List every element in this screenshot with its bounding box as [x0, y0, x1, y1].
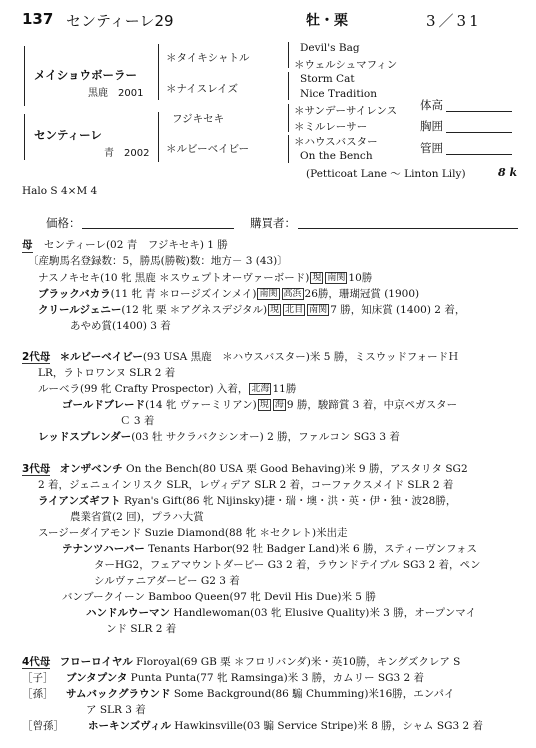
relation-line: [22, 670, 424, 685]
cannon-label: 管囲: [420, 141, 443, 155]
ancestor: ＊サンデーサイレンス: [294, 105, 398, 117]
progeny-name: ホーキンズヴィル: [88, 720, 171, 732]
progeny-name: クリールジェニー: [38, 304, 122, 316]
progeny-info: Hawkinsville(03 騸 Service Stripe)米 8 勝，シャム SG3 2 着: [174, 720, 483, 732]
ancestor: ＊ミルレーサー: [294, 121, 368, 133]
section-line: [22, 349, 459, 364]
bracket-line: [288, 72, 289, 100]
region-badge: 現: [259, 400, 269, 410]
bracket-line: [158, 112, 159, 162]
region-badge: 北海: [251, 384, 270, 394]
continued-line: ンド SLR 2 着: [106, 623, 177, 635]
bracket-line: [24, 114, 25, 160]
dam-dam: ＊ルビーベイビー: [166, 143, 250, 155]
region-badge: 現: [270, 305, 280, 315]
progeny-line: [38, 286, 419, 301]
dam-sire: フジキセキ: [172, 113, 225, 125]
sire-dam: ＊ナイスレイズ: [166, 83, 239, 95]
progeny-result: 9 勝，駿蹄賞 3 着，中京ペガスター: [286, 399, 458, 411]
pedigree-footnote: (Petticoat Lane ～ Linton Lily): [306, 168, 466, 180]
sire-detail: 黒鹿 2001: [88, 88, 144, 99]
cannon-input-line[interactable]: [446, 154, 512, 155]
ancestor: Devil's Bag: [300, 42, 360, 54]
girth-label: 胸囲: [420, 119, 443, 133]
progeny-result: 7 勝，知床賞 (1400) 2 着，: [330, 304, 466, 316]
bracket-line: [158, 44, 159, 100]
progeny-info: (03 牡 サクラバクシンオー) 2 勝，ファルコン SG3 3 着: [131, 431, 400, 443]
ancestor: ＊ハウスバスター: [294, 136, 378, 148]
weight-value: 8 k: [498, 166, 518, 179]
buyer-label: 購買者：: [250, 216, 296, 230]
progeny-line: [38, 381, 296, 396]
progeny-line: [38, 302, 465, 317]
height-input-line[interactable]: [446, 111, 512, 112]
relation-tag: ［子］: [22, 672, 54, 684]
ancestor-name: ＊ルビーベイビー: [59, 351, 143, 363]
progeny-name: ブラックバカラ: [38, 288, 111, 300]
region-badge: 南関: [259, 289, 278, 299]
inbreed-note: Halo S 4×M 4: [22, 185, 98, 197]
relation-line: [22, 718, 483, 733]
girth-input-line[interactable]: [446, 132, 512, 133]
ancestor-info: (93 USA 黒鹿 ＊ハウスバスター)米 5 勝，ミスウッドフォードＨ: [142, 351, 459, 363]
progeny-name: レッドスプレンダー: [38, 431, 132, 443]
progeny-line: [38, 270, 372, 285]
region-badge: 南関: [309, 305, 328, 315]
progeny-name: ブンタプンタ: [66, 672, 128, 684]
section-tag: 2代母: [22, 351, 51, 363]
buyer-input-line[interactable]: [298, 228, 518, 229]
ancestor: Nice Tradition: [300, 88, 378, 100]
progeny-info: Handlewoman(03 牝 Elusive Quality)米 3 勝，オープンマイ: [173, 607, 477, 619]
continued-line: 2 着，ジェニュインリスク SLR，レヴィデア SLR 2 着，コーファクスメイド SLR 2 着: [38, 479, 454, 491]
progeny-name: ライアンズギフト: [38, 495, 121, 507]
relation-line: [22, 686, 455, 701]
dam-production: 〔産駒馬名登録数：5，勝馬(勝鞍)数：地方－ 3 (43)〕: [28, 255, 288, 267]
ancestor-info: Floroyal(69 GB 栗 ＊フロリバンダ)米・英10勝，キングズクレア S: [136, 656, 461, 668]
ancestor: Storm Cat: [300, 73, 355, 85]
relation-tag: ［曾孫］: [22, 720, 64, 732]
region-badge: 高浜: [283, 289, 302, 299]
progeny-info: (12 牝 栗 ＊アグネスデジタル): [121, 304, 268, 316]
bracket-line: [288, 42, 289, 68]
progeny-info: ルーベラ(99 牝 Crafty Prospector) 入着，: [38, 383, 249, 395]
progeny-name: サムバックグラウンド: [66, 688, 171, 700]
progeny-name: ハンドルウーマン: [86, 607, 170, 619]
progeny-info: ナスノキセキ(10 牝 黒鹿 ＊スウェプトオーヴァーボード): [38, 272, 310, 284]
progeny-info: (14 牝 ヴァーミリアン): [145, 399, 257, 411]
bracket-line: [288, 104, 289, 132]
progeny-info: (11 牝 青 ＊ロージズインメイ): [110, 288, 257, 300]
progeny-line: スージーダイアモンド Suzie Diamond(88 牝 ＊セクレト)米出走: [38, 527, 348, 539]
birth-date: 3／31: [426, 12, 482, 30]
progeny-result: 26勝，珊瑚冠賞 (1900): [304, 288, 420, 300]
section-tag: 3代母: [22, 463, 51, 475]
sex-color: 牡・栗: [306, 13, 348, 29]
section-line: [22, 461, 468, 476]
region-badge: 海: [274, 400, 284, 410]
dam-summary: センティーレ(02 青 フジキセキ) 1 勝: [44, 239, 228, 251]
continued-line: シルヴァニアダービー G2 3 着: [94, 575, 240, 587]
ancestor-name: オンザベンチ: [59, 463, 123, 475]
height-label: 体高: [420, 98, 443, 112]
dam-detail: 青 2002: [104, 148, 150, 159]
lot-number: 137: [22, 10, 54, 28]
progeny-line: バンブークイーン Bamboo Queen(97 牝 Devil His Due)米 5 勝: [62, 591, 376, 603]
price-label: 価格：: [46, 216, 81, 230]
section-line: [22, 654, 460, 669]
sire-name: メイショウボーラー: [34, 68, 138, 82]
continued-line: ターHG2，フェアマウントダービー G3 2 着，ラウンドテイブル SG3 2 着，ペン: [94, 559, 481, 571]
region-badge: 北目: [285, 305, 304, 315]
progeny-result: 11勝: [272, 383, 297, 395]
progeny-info: Punta Punta(77 牝 Ramsinga)米 3 勝，カムリー SG3 2 着: [130, 672, 425, 684]
progeny-line: [62, 541, 477, 556]
section-tag: 母: [22, 239, 33, 251]
ancestor-name: フローロイヤル: [59, 656, 133, 668]
region-badge: 現: [312, 273, 322, 283]
progeny-name: テナンツハーバー: [62, 543, 145, 555]
price-input-line[interactable]: [82, 228, 234, 229]
section-tag: 4代母: [22, 656, 51, 668]
sire-sire: ＊タイキシャトル: [166, 52, 250, 64]
progeny-line: [38, 493, 456, 508]
ancestor: ＊ウェルシュマフィン: [294, 59, 398, 71]
dam-name: センティーレ: [34, 128, 102, 142]
progeny-result: 10勝: [348, 272, 373, 284]
progeny-line: [38, 429, 400, 444]
continued-line: LR，ラトロワンヌ SLR 2 着: [38, 367, 176, 379]
progeny-line: [86, 605, 476, 620]
bracket-line: [288, 135, 289, 163]
relation-tag: ［孫］: [22, 688, 54, 700]
ancestor: On the Bench: [300, 150, 373, 162]
region-badge: 南関: [327, 273, 346, 283]
continued-line: 農業省賞(2 回)，プラハ大賞: [70, 511, 204, 523]
progeny-line: [62, 397, 457, 412]
ancestor-info: On the Bench(80 USA 栗 Good Behaving)米 9 勝，アスタリタ SG2: [126, 463, 468, 475]
progeny-continued: あやめ賞(1400) 3 着: [70, 320, 171, 332]
progeny-info: Tenants Harbor(92 牡 Badger Land)米 6 勝，スティーヴンフォス: [148, 543, 477, 555]
progeny-name: ゴールドブレード: [62, 399, 146, 411]
progeny-info: Ryan's Gift(86 牝 Nijinsky)捷・瑞・墺・洪・英・伊・独・波28勝，: [123, 495, 457, 507]
continued-line: Ｃ 3 着: [120, 415, 155, 427]
bracket-line: [24, 46, 25, 106]
horse-name: センティーレ29: [66, 12, 174, 30]
progeny-info: Some Background(86 騸 Chumming)米16勝，エンパイ: [173, 688, 455, 700]
continued-line: ア SLR 3 着: [86, 704, 146, 716]
